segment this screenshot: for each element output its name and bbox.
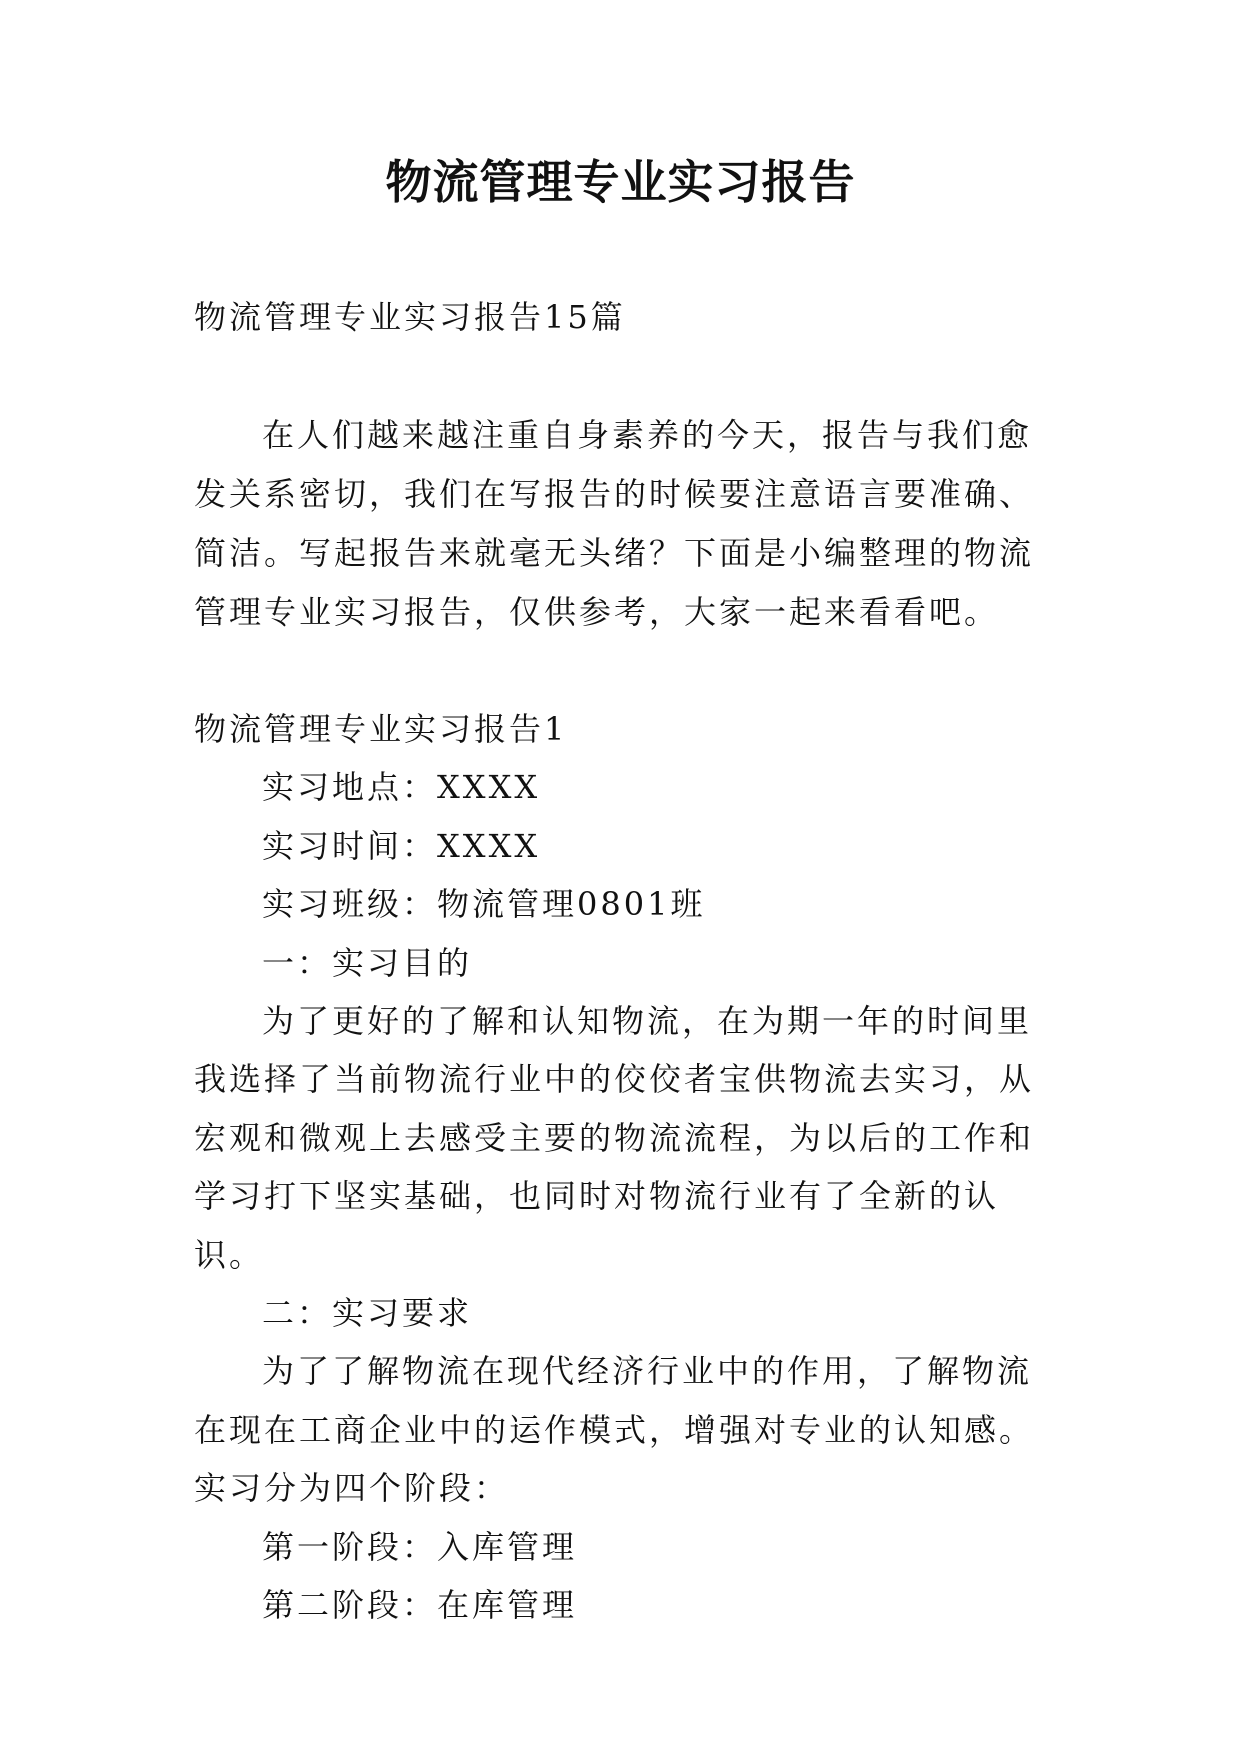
internship-location: 实习地点：XXXX [262, 768, 541, 807]
internship-class: 实习班级：物流管理0801班 [262, 885, 706, 924]
intro-paragraph: 在人们越来越注重自身素养的今天，报告与我们愈发关系密切，我们在写报告的时候要注意语言要准确、简洁。写起报告来就毫无头绪？下面是小编整理的物流管理专业实习报告，仅供参考，大家一起来看看吧。 [194, 416, 1035, 631]
report-section-1 [194, 700, 1054, 1635]
requirements-paragraph: 为了了解物流在现代经济行业中的作用，了解物流在现在工商企业中的运作模式，增强对专业的认知感。实习分为四个阶段： [194, 1352, 1035, 1508]
stage-2: 第二阶段：在库管理 [262, 1586, 578, 1625]
section-heading: 物流管理专业实习报告1 [194, 710, 568, 748]
requirements-heading: 二：实习要求 [262, 1294, 473, 1333]
purpose-heading: 一：实习目的 [262, 943, 473, 982]
internship-time: 实习时间：XXXX [262, 826, 541, 865]
stage-1: 第一阶段：入库管理 [262, 1527, 578, 1566]
document-title: 物流管理专业实习报告 [385, 155, 856, 209]
purpose-paragraph: 为了更好的了解和认知物流，在为期一年的时间里我选择了当前物流行业中的佼佼者宝供物流去实习，从宏观和微观上去感受主要的物流流程，为以后的工作和学习打下坚实基础，也同时对物流行业有了全新的认识。 [194, 1002, 1035, 1274]
document-subtitle: 物流管理专业实习报告15篇 [194, 298, 626, 336]
